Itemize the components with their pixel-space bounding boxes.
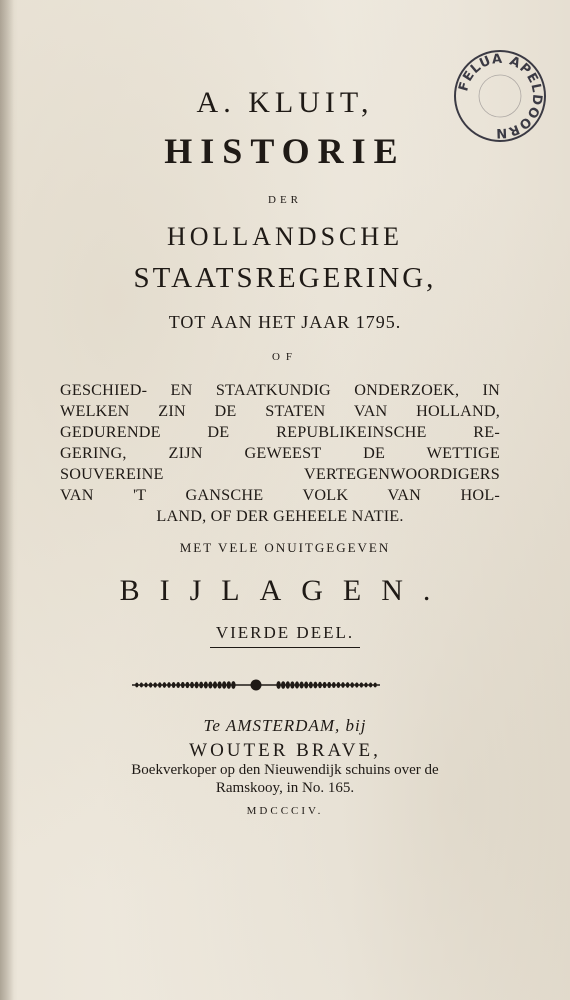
ornament-bead bbox=[135, 683, 138, 688]
ornament-bead bbox=[167, 682, 171, 688]
description-line: GEDURENDE DE REPUBLIKEINSCHE RE- bbox=[60, 423, 500, 441]
ornament-bead bbox=[346, 682, 350, 688]
author-line: A. KLUIT, bbox=[196, 86, 374, 119]
ornament-bead bbox=[295, 681, 299, 688]
publisher-place: Te AMSTERDAM, bij bbox=[203, 716, 367, 735]
title-der: DER bbox=[268, 194, 302, 206]
ornament-bead bbox=[217, 681, 221, 688]
ornament-bead bbox=[276, 681, 280, 689]
ornament-bead bbox=[199, 682, 203, 689]
title-year-line: TOT AAN HET JAAR 1795. bbox=[168, 312, 402, 332]
main-title: HISTORIE bbox=[164, 131, 406, 171]
ornament-bead bbox=[369, 683, 372, 688]
volume-label: VIERDE DEEL. bbox=[210, 623, 360, 648]
ornament-bead bbox=[149, 682, 152, 687]
ornament-bead bbox=[313, 682, 317, 689]
publisher-name: WOUTER BRAVE, bbox=[189, 740, 381, 761]
ornament-bead bbox=[337, 682, 341, 688]
ornament-bead bbox=[341, 682, 345, 688]
ornament-bead bbox=[222, 681, 226, 688]
ornament-bead bbox=[208, 681, 212, 688]
ornament-bead bbox=[360, 682, 363, 687]
of-line: OF bbox=[271, 351, 299, 363]
ornament-bead bbox=[181, 682, 185, 688]
ornament-bead bbox=[374, 683, 377, 688]
description-line: GESCHIED- EN STAATKUNDIG ONDERZOEK, IN bbox=[60, 381, 500, 399]
ornament-bead bbox=[186, 682, 190, 688]
ornament-bead bbox=[318, 682, 322, 688]
description-line: SOUVEREINE VERTEGENWOORDIGERS bbox=[60, 465, 500, 483]
publisher-address-1: Boekverkoper op den Nieuwendijk schuins over de bbox=[131, 762, 439, 778]
ornament-bead bbox=[323, 682, 327, 688]
stamp-text: FELUA APELDOORN bbox=[456, 51, 545, 141]
subtitle-description bbox=[60, 380, 500, 527]
description-line: VAN 'T GANSCHE VOLK VAN HOL- bbox=[60, 486, 500, 504]
ornament-bead bbox=[355, 682, 358, 687]
ornament-bead bbox=[190, 682, 194, 688]
publication-year: MDCCCIV. bbox=[246, 805, 324, 817]
ornament-bead bbox=[332, 682, 336, 688]
ornament-bead bbox=[300, 681, 304, 688]
ornament-bead bbox=[304, 682, 308, 689]
ornament-bead bbox=[350, 682, 353, 687]
ornament-bead bbox=[213, 681, 217, 688]
bijlagen-heading: BIJLAGEN. bbox=[119, 574, 451, 607]
description-line: LAND, OF DER GEHEELE NATIE. bbox=[156, 507, 404, 525]
ornament-bead bbox=[176, 682, 180, 688]
met-vele-line: MET VELE ONUITGEGEVEN bbox=[179, 540, 391, 555]
ornament-divider bbox=[130, 674, 382, 696]
description-line: GERING, ZIJN GEWEEST DE WETTIGE bbox=[60, 444, 500, 462]
ornament-bead bbox=[140, 683, 143, 688]
volume-label-wrap bbox=[0, 623, 570, 648]
ornament-bead bbox=[227, 681, 231, 689]
ornament-bead bbox=[195, 682, 199, 689]
publisher-address-2: Ramskooy, in No. 165. bbox=[215, 780, 355, 796]
ornament-bead bbox=[154, 682, 157, 687]
ornament-bead bbox=[144, 682, 147, 687]
ornament-bead bbox=[309, 682, 313, 689]
ornament-bead bbox=[281, 681, 285, 689]
ornament-bead bbox=[172, 682, 176, 688]
ornament-bead bbox=[231, 681, 235, 689]
title-staatsregering: STAATSREGERING, bbox=[133, 262, 437, 294]
ornament-bead bbox=[286, 681, 290, 688]
ornament-bead bbox=[327, 682, 331, 688]
ornament-bead bbox=[163, 682, 167, 688]
title-hollandsche: HOLLANDSCHE bbox=[166, 222, 404, 251]
ornament-bead bbox=[158, 682, 161, 687]
description-line: WELKEN ZIN DE STATEN VAN HOLLAND, bbox=[60, 402, 500, 420]
ornament-bead bbox=[290, 681, 294, 688]
ornament-bead bbox=[364, 682, 367, 687]
ornament-bead bbox=[204, 682, 208, 689]
